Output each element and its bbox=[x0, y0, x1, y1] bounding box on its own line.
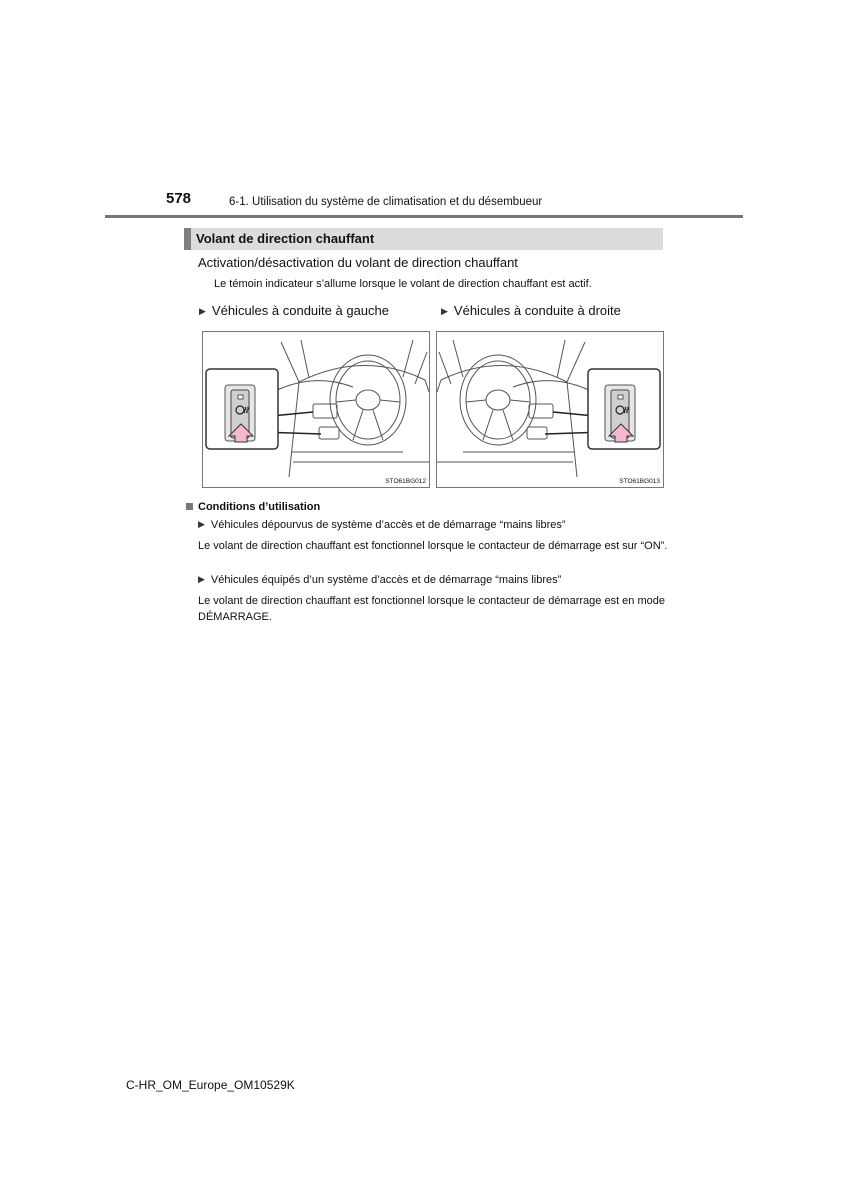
conditions-heading-label: Conditions d’utilisation bbox=[198, 501, 321, 513]
dashboard-illustration-left bbox=[203, 332, 429, 487]
figure-left-hand-drive bbox=[202, 331, 430, 488]
condition-item-2 bbox=[198, 574, 561, 586]
variant-right-label: Véhicules à conduite à droite bbox=[453, 303, 621, 318]
condition-item-2-text: Le volant de direction chauffant est fonctionnel lorsque le contacteur de démarrage est en mode DÉMARRAGE. bbox=[198, 595, 665, 623]
figure-code: STO61BG013 bbox=[619, 478, 660, 485]
title-accent bbox=[184, 228, 191, 250]
figure-code: STO61BG012 bbox=[385, 478, 426, 485]
page-number: 578 bbox=[166, 190, 192, 207]
triangle-bullet-icon: ▶ bbox=[198, 574, 205, 584]
variant-right-hand-drive bbox=[441, 303, 621, 318]
condition-item-1-text: Le volant de direction chauffant est fonctionnel lorsque le contacteur de démarrage est sur “ON”. bbox=[198, 540, 668, 552]
variant-left-label: Véhicules à conduite à gauche bbox=[211, 303, 389, 318]
section-title-bar bbox=[184, 228, 663, 250]
figure-right-hand-drive bbox=[436, 331, 664, 488]
condition-item-1 bbox=[198, 519, 566, 531]
triangle-bullet-icon: ▶ bbox=[199, 306, 206, 316]
variant-left-hand-drive bbox=[199, 303, 389, 318]
dashboard-illustration-right bbox=[437, 332, 663, 487]
triangle-bullet-icon: ▶ bbox=[441, 306, 448, 316]
indicator-note: Le témoin indicateur s’allume lorsque le volant de direction chauffant est actif. bbox=[214, 278, 592, 290]
condition-item-1-label: Véhicules dépourvus de système d’accès et de démarrage “mains libres” bbox=[210, 519, 566, 531]
section-header: 6-1. Utilisation du système de climatisation et du désembueur bbox=[229, 196, 543, 208]
subheading: Activation/désactivation du volant de direction chauffant bbox=[198, 255, 518, 270]
square-bullet-icon bbox=[186, 503, 193, 510]
header-rule bbox=[105, 215, 743, 218]
footer-document-code: C-HR_OM_Europe_OM10529K bbox=[126, 1078, 295, 1092]
page-title: Volant de direction chauffant bbox=[196, 231, 375, 246]
condition-item-2-label: Véhicules équipés d’un système d’accès et de démarrage “mains libres” bbox=[210, 574, 562, 586]
conditions-heading bbox=[186, 501, 320, 513]
triangle-bullet-icon: ▶ bbox=[198, 519, 205, 529]
